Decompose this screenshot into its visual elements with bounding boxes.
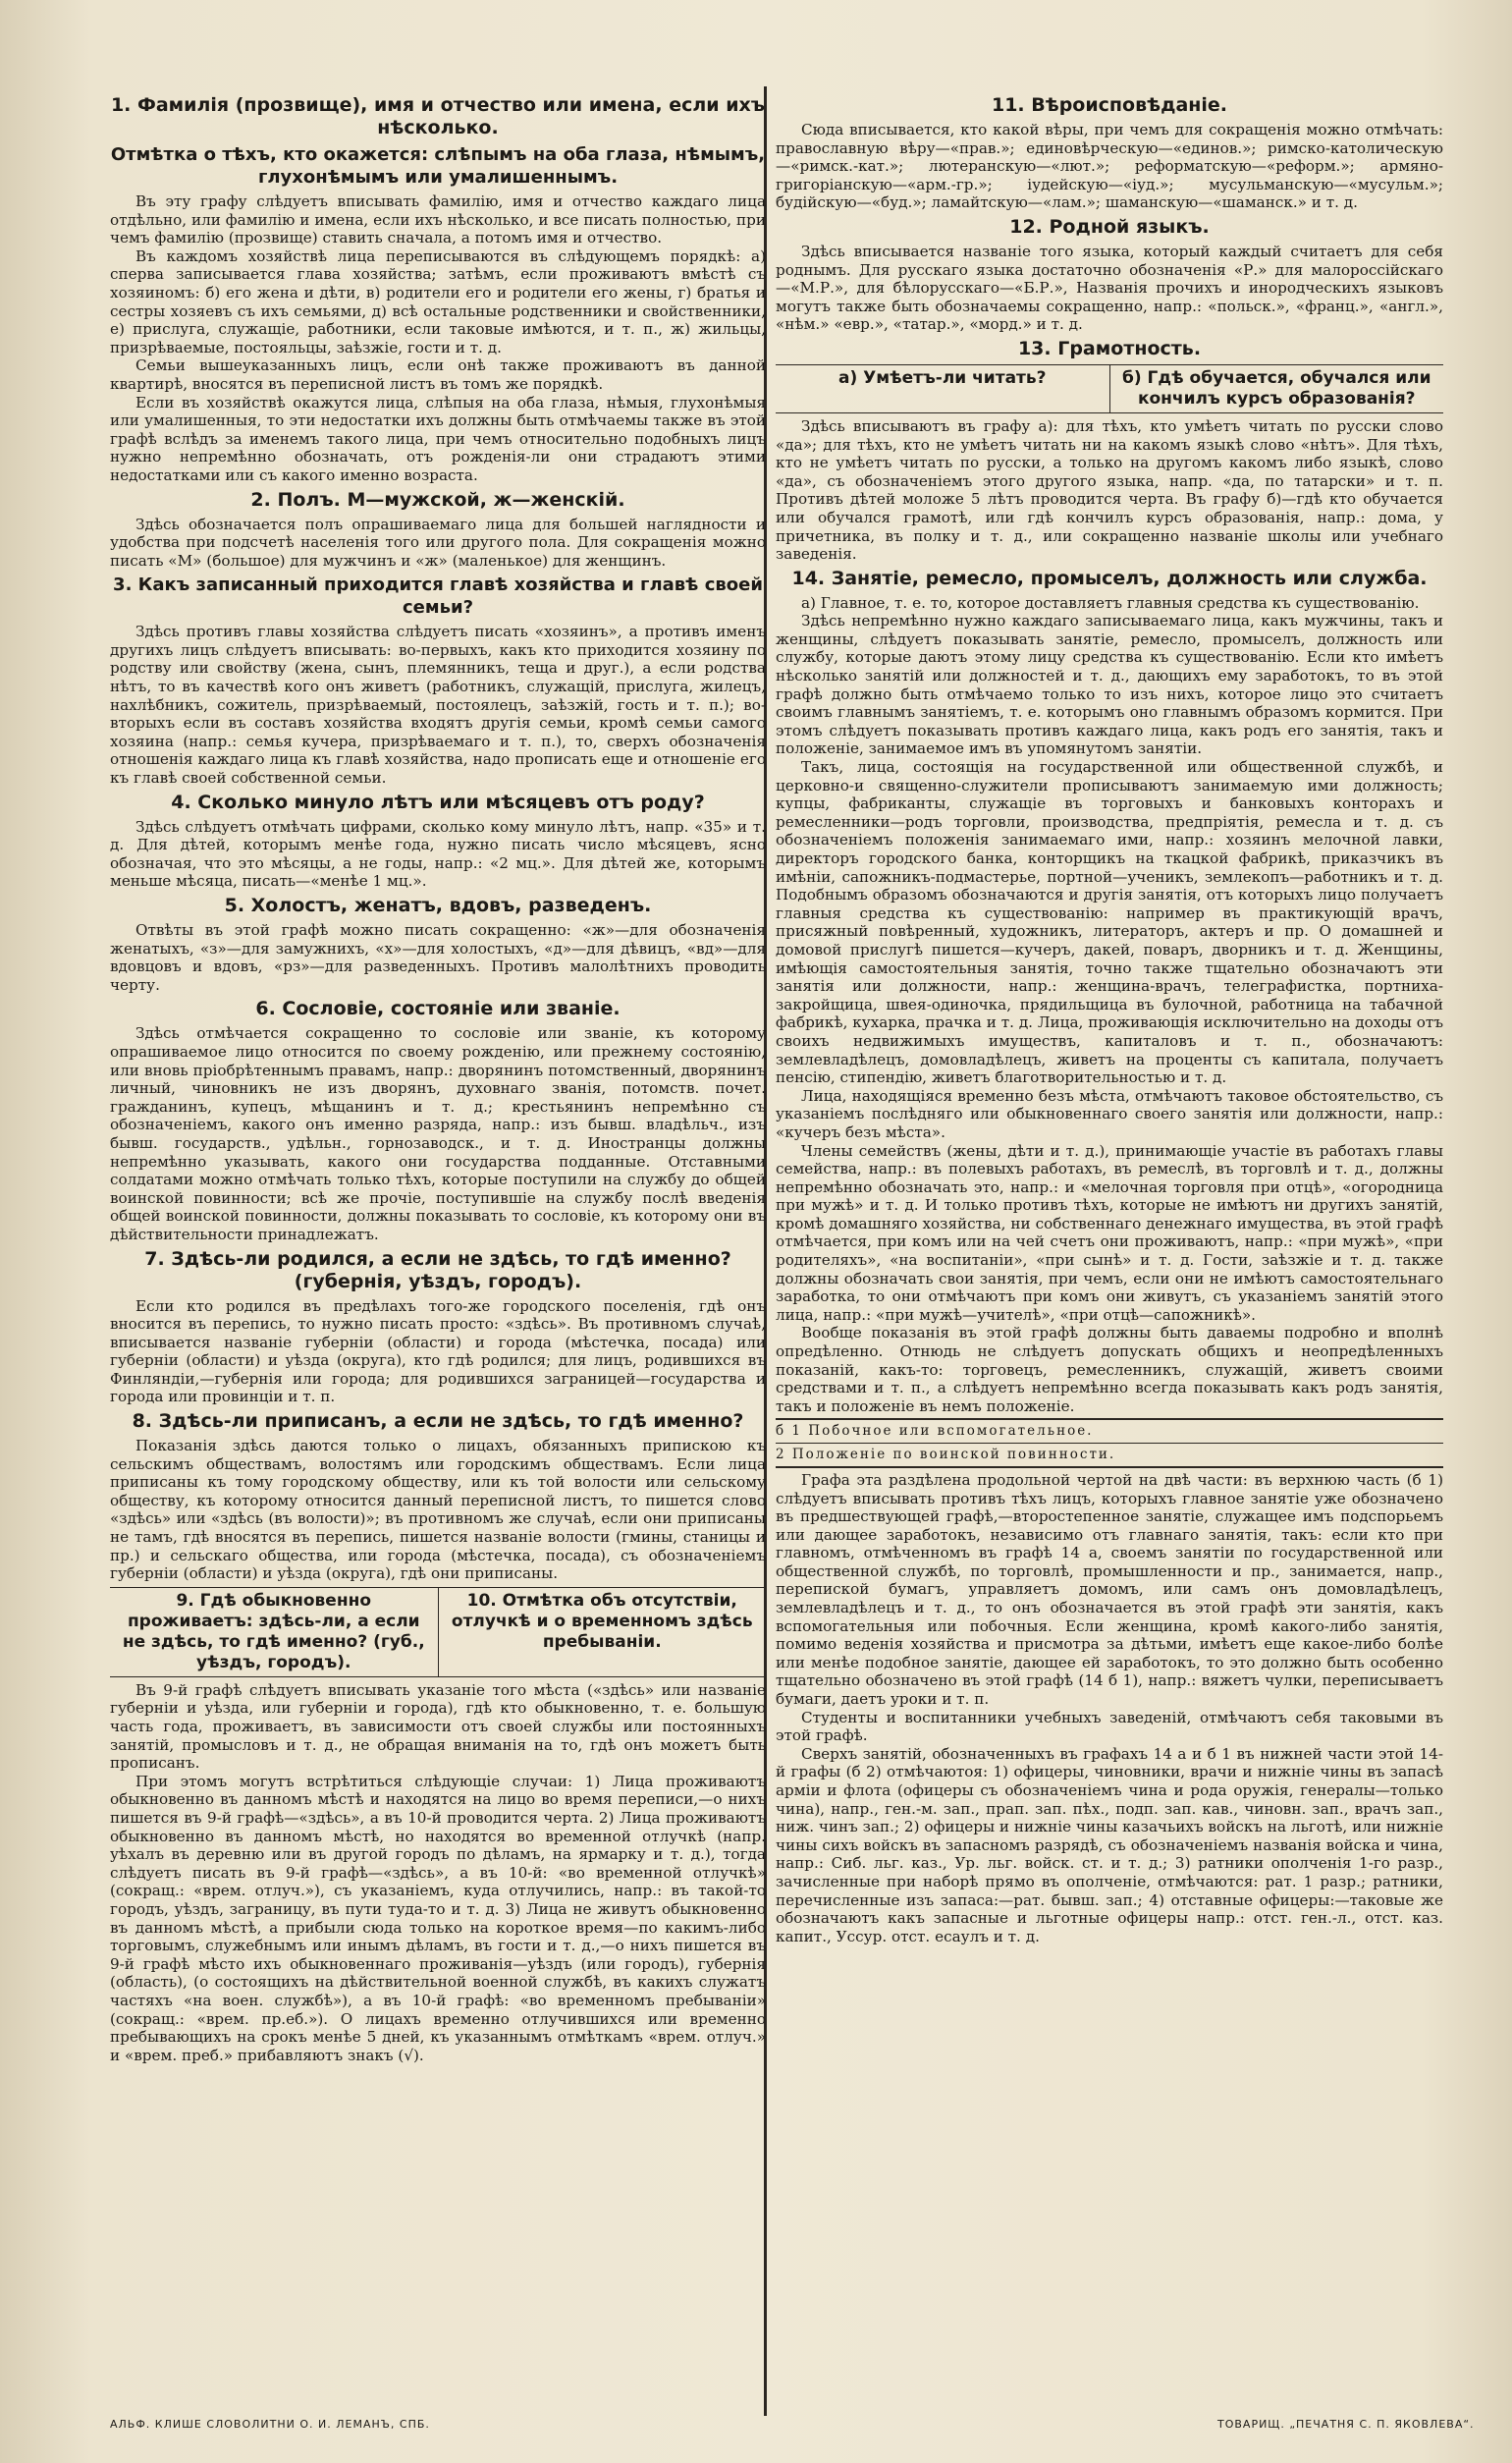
paragraph: Въ каждомъ хозяйствѣ лица переписываются въ слѣдующемъ порядкѣ: а) сперва записывается глава хозяйства; затѣмъ, если проживаютъ вмѣстѣ съ хозяиномъ: б) его жена и дѣти, в) родители его и родители его жены, г) братья и сестры хозяевъ съ ихъ семьями, д) всѣ остальные родственники и свойственники, е) прислуга, служащіе, работники, если таковые имѣются, и т. п., ж) жильцы, призрѣваемые, постояльцы, заѣзжіе, гости и т. д.: [110, 246, 766, 356]
paragraph: Семьи вышеуказанныхъ лицъ, если онѣ также проживаютъ въ данной квартирѣ, вносятся въ переписной листъ въ томъ же порядкѣ.: [110, 356, 766, 393]
printer-imprint-right: ТОВАРИЩ. „ПЕЧАТНЯ С. П. ЯКОВЛЕВА“.: [1217, 2418, 1475, 2431]
paragraph: Здѣсь вписывается названіе того языка, который каждый считаетъ для себя роднымъ. Для русскаго языка достаточно обозначенія «Р.» для малороссійскаго—«М.Р.», для бѣлорусскаго—«Б.Р.», Названія прочихъ и инородческихъ языковъ могутъ также быть обозначаемы сокращенно, напр.: «польск.», «франц.», «англ.», «нѣм.» «евр.», «татар.», «морд.» и т. д.: [776, 242, 1443, 334]
paragraph: Сюда вписывается, кто какой вѣры, при чемъ для сокращенія можно отмѣчать: православную вѣру—«прав.»; единовѣрческую—«единов.»; римско-католическую—«римск.-кат.»; лютеранскую—«лют.»; реформатскую—«реформ.»; армяно-григоріанскую—«арм.-гр.»; іудейскую—«іуд.»; мусульманскую—«мусульм.»; будійскую—«буд.»; ламайтскую—«лам.»; шаманскую—«шаманск.» и т. д.: [776, 121, 1443, 212]
paragraph: а) Главное, т. е. то, которое доставляетъ главныя средства къ существованію.: [801, 593, 1420, 612]
sections-9-10-header: [110, 1587, 766, 1677]
section-13-subheaders: [776, 364, 1443, 413]
section-3-heading: 3. Какъ записанный приходится главѣ хозяйства и главѣ своей семьи?: [113, 575, 763, 619]
section-12-heading: 12. Родной языкъ.: [1009, 215, 1210, 238]
section-7-heading: 7. Здѣсь-ли родился, а если не здѣсь, то гдѣ именно? (губернія, уѣздъ, городъ).: [144, 1247, 731, 1292]
divider: [776, 1418, 1443, 1420]
paragraph: Если въ хозяйствѣ окажутся лица, слѣпыя на оба глаза, нѣмыя, глухонѣмыя или умалишенныя, то эти недостатки ихъ должны быть отмѣчаемы также въ этой графѣ вслѣдъ за именемъ такого лица, при чемъ относительно подобныхъ лицъ нужно непремѣнно обозначать, отъ рожденія-ли они страдаютъ этими недостатками или съ какого именно возраста.: [110, 393, 766, 484]
paragraph: Здѣсь противъ главы хозяйства слѣдуетъ писать «хозяинъ», а противъ именъ другихъ лицъ слѣдуетъ вписывать: во-первыхъ, какъ кто приходится хозяину по родству или свойству (жена, сынъ, племянникъ, теща и друг.), а если родства нѣтъ, то въ качествѣ кого онъ живетъ (работникъ, служащій, прислуга, жилецъ, нахлѣбникъ, сожитель, призрѣваемый, постоялецъ, заѣзжій, гость и т. п.); во-вторыхъ если въ составъ хозяйства входятъ другія семьи, кромѣ семьи самого хозяина (напр.: семья кучера, призрѣваемаго и т. п.), то, сверхъ обозначенія отношенія каждаго лица къ главѣ хозяйства, надо прописать еще и отношеніе его къ главѣ своей собственной семьи.: [110, 623, 766, 788]
paragraph: Отвѣты въ этой графѣ можно писать сокращенно: «ж»—для обозначенія женатыхъ, «з»—для замужнихъ, «х»—для холостыхъ, «д»—для дѣвицъ, «вд»—для вдовцовъ и вдовъ, «рз»—для разведенныхъ. Противъ малолѣтнихъ проводить черту.: [110, 921, 766, 994]
section-13b-heading: б) Гдѣ обучается, обучался или кончилъ курсъ образованія?: [1122, 367, 1431, 409]
paragraph: Показанія здѣсь даются только о лицахъ, обязанныхъ припискою къ сельскимъ обществамъ, волостямъ или городскимъ обществамъ. Если лица приписаны къ тому городскому обществу, или къ той волости или сельскому обществу, къ которому относится данный переписной листъ, то пишется слово «здѣсь» или «здѣсь (въ волости)»; въ противномъ же случаѣ, если они приписаны не тамъ, гдѣ вносятся въ перепись, пишется названіе волости (гмины, станицы и пр.) и сельскаго общества, или города (мѣстечка, посада), съ обозначеніемъ губерніи (области) и уѣзда (округа), гдѣ они приписаны.: [110, 1437, 766, 1583]
paragraph: Если кто родился въ предѣлахъ того-же городского поселенія, гдѣ онъ вносится въ перепись, то нужно писать просто: «здѣсь». Въ противномъ случаѣ, вписывается названіе губерніи (области) и города (мѣстечка, посада) или губерніи (области) и уѣзда (округа), кто гдѣ родился; для лицъ, родившихся въ Финляндіи,—губернія или города; для родившихся заграницей—государства и города или провинціи и т. п.: [110, 1296, 766, 1406]
section-1-subheading: Отмѣтка о тѣхъ, кто окажется: слѣпымъ на оба глаза, нѣмымъ, глухонѣмымъ или умалишеннымъ.: [110, 144, 766, 188]
paragraph: Сверхъ занятій, обозначенныхъ въ графахъ 14 а и б 1 въ нижней части этой 14-й графы (б 2) отмѣчаютоя: 1) офицеры, чиновники, врачи и нижніе чины въ запасѣ арміи и флота (офицеры съ обозначеніемъ чина и рода оружія, генералы—только чина), напр., ген.-м. зап., прап. зап. пѣх., подп. зап. кав., чиновн. зап., врачъ зап., ниж. чинъ зап.; 2) офицеры и нижніе чины казачьихъ войскъ на льготѣ, или нижніе чины сихъ войскъ въ запасномъ разрядѣ, съ обозначеніемъ названія войска и чина, напр.: Сиб. льг. каз., Ур. льг. войск. ст. и т. д.; 3) ратники ополченія 1-го разр., зачисленные при наборѣ прямо въ ополченіе, отмѣчаются: рат. 1 разр.; ратники, перечисленные изъ запаса:—рат. бывш. зап.; 4) отставные офицеры:—таковые же обозначаютъ какъ запасные и льготные офицеры напр.: отст. ген.-л., отст. каз. капит., Уссур. отст. есаулъ и т. д.: [776, 1744, 1443, 1945]
section-2-heading: 2. Полъ. М—мужской, ж—женскій.: [250, 488, 625, 511]
section-1-heading: 1. Фамилія (прозвище), имя и отчество или имена, если ихъ нѣсколько.: [110, 94, 766, 138]
section-10-heading: 10. Отмѣтка объ отсутствіи, отлучкѣ и о временномъ здѣсь пребываніи.: [451, 1590, 753, 1652]
paragraph: Въ 9-й графѣ слѣдуетъ вписывать указаніе того мѣста («здѣсь» или названіе губерніи и уѣзда, или губерніи и города), гдѣ кто обыкновенно, т. е. большую часть года, проживаетъ, въ зависимости отъ своей службы или постоянныхъ занятій, промысловъ и т. д., не обращая вниманія на то, гдѣ онъ можетъ быть прописанъ.: [110, 1680, 766, 1773]
left-column: [110, 90, 766, 2064]
paragraph: Студенты и воспитанники учебныхъ заведеній, отмѣчаютъ себя таковыми въ этой графѣ.: [776, 1708, 1443, 1745]
section-6-heading: 6. Сословіе, состояніе или званіе.: [255, 998, 621, 1020]
paragraph: Въ эту графу слѣдуетъ вписывать фамилію, имя и отчество каждаго лица отдѣльно, или фамилію и имена, если ихъ нѣсколько, и все писать полностью, при чемъ фамилію (прозвище) ставить сначала, а потомъ имя и отчество.: [110, 192, 766, 247]
section-9-heading: 9. Гдѣ обыкновенно проживаетъ: здѣсь-ли, а если не здѣсь, то гдѣ именно? (губ., уѣздъ, городъ).: [122, 1590, 425, 1672]
paragraph: Здѣсь слѣдуетъ отмѣчать цифрами, сколько кому минуло лѣтъ, напр. «35» и т. д. Для дѣтей, которымъ менѣе года, нужно писать число мѣсяцевъ, ясно обозначая, что это мѣсяцы, а не годы, напр.: «2 мц.». Для дѣтей же, которымъ меньше мѣсяца, писать—«менѣе 1 мц.».: [110, 817, 766, 891]
paragraph: Лица, находящіяся временно безъ мѣста, отмѣчаютъ таковое обстоятельство, съ указаніемъ послѣдняго или обыкновеннаго своего занятія или должности, напр.: «кучеръ безъ мѣста».: [776, 1086, 1443, 1141]
section-13a-heading: а) Умѣетъ-ли читать?: [837, 367, 1047, 388]
paragraph: Такъ, лица, состоящія на государственной или общественной службѣ, и церковно-и священно-служители прописываютъ занимаемую ими должность; купцы, фабриканты, служащіе въ торговыхъ и банковыхъ конторахъ и ремесленники—родъ торговли, производства, предпріятія, ремесла и т. д. съ обозначеніемъ положенія занимаемаго ими, напр.: хозяинъ мелочной лавки, директоръ городского банка, конторщикъ на ткацкой фабрикѣ, приказчикъ въ имѣніи, сапожникъ-подмастерье, портной—ученикъ, землекопъ—работникъ и т. д. Подобнымъ образомъ обозначаются и другія занятія, отъ которыхъ лицо получаетъ главныя средства къ существованію: например въ практикующій врачъ, присяжный повѣренный, художникъ, литераторъ, актеръ и пр. О домашней и домовой прислугѣ пишется—кучеръ, дакей, поваръ, дворникъ и т. д. Женщины, имѣющія самостоятельныя занятія, точно также тщательно обозначаютъ эти занятія или должности, напр.: женщина-врачъ, телеграфистка, портниха-закройщица, швея-одиночка, прядильщица въ булочной, работница на табачной фабрикѣ, кухарка, прачка и т. д. Лица, проживающія исключительно на доходы отъ своихъ недвижимыхъ имуществъ, капиталовъ и т. п., обозначаютъ: землевладѣлецъ, домовладѣлецъ, живетъ на проценты съ капитала, получаетъ пенсію, стипендію, живетъ благотворительностью и т. д.: [776, 758, 1443, 1087]
paragraph: Графа эта раздѣлена продольной чертой на двѣ части: въ верхнюю часть (б 1) слѣдуетъ вписывать противъ тѣхъ лицъ, которыхъ главное занятіе уже обозначено въ предшествующей графѣ,—второстепенное занятіе, служащее имъ подспорьемъ или дающее заработокъ, независимо отъ главнаго занятія, такъ: если кто при главномъ, отмѣченномъ въ графѣ 14 а, своемъ занятіи по государственной или общественной службѣ, по торговлѣ, промышленности и пр., занимается, напр., перепиской бумагъ, управляетъ домомъ, или самъ онъ домовладѣлецъ, землевладѣлецъ и т. д., то онъ обозначается въ этой графѣ эти занятія, какъ вспомогательныя или побочныя. Если женщина, кромѣ какого-либо занятія, помимо веденія хозяйства и присмотра за дѣтьми, имѣетъ еще какое-либо болѣе или менѣе подобное занятіе, дающее ей заработокъ, то это должно быть особенно тщательно обозначено въ этой графѣ (14 б 1), напр.: вяжетъ чулки, переписываетъ бумаги, даетъ уроки и т. п.: [776, 1470, 1443, 1709]
right-column: [776, 90, 1443, 1945]
paragraph: Здѣсь обозначается полъ опрашиваемаго лица для большей наглядности и удобства при подсчетѣ населенія того или другого пола. Для сокращенія можно писать «М» (большое) для мужчинъ и «ж» (маленькое) для женщинъ.: [110, 515, 766, 570]
section-14-heading: 14. Занятіе, ремесло, промыселъ, должность или служба.: [791, 567, 1428, 589]
paragraph: Здѣсь непремѣнно нужно каждаго записываемаго лица, какъ мужчины, такъ и женщины, слѣдуетъ показывать занятіе, ремесло, промыселъ, должность или службу, которые даютъ этому лицу средства къ существованію. Если кто имѣетъ нѣсколько занятій или должностей и т. д., дающихъ ему заработокъ, то въ этой графѣ должно быть отмѣчаемо только то изъ нихъ, которое лицо это считаетъ своимъ главнымъ занятіемъ, т. е. которымъ оно главнымъ образомъ кормится. При этомъ слѣдуетъ показывать противъ каждаго лица, какъ родъ его занятія, такъ и положеніе, занимаемое имъ въ упомянутомъ занятіи.: [776, 612, 1443, 758]
section-14b2-label: 2 Положеніе по воинской повинности.: [776, 1447, 1116, 1463]
section-14b1-label: б 1 Побочное или вспомогательное.: [776, 1422, 1094, 1439]
divider: [776, 1443, 1443, 1445]
paragraph: Члены семействъ (жены, дѣти и т. д.), принимающіе участіе въ работахъ главы семейства, напр.: въ полевыхъ работахъ, въ ремеслѣ, въ торговлѣ и т. д., должны непремѣнно обозначать это, напр.: и «мелочная торговля при отцѣ», «огородница при мужѣ» и т. д. И только противъ тѣхъ, которые не имѣютъ ни другихъ занятій, кромѣ домашняго хозяйства, ни собственнаго денежнаго имущества, въ этой графѣ отмѣчается, при комъ или на чей счетъ они проживаютъ, напр.: «при мужѣ», «при родителяхъ», «на воспитаніи», «при сынѣ» и т. д. Гости, заѣзжіе и т. д. также должны обозначать свои занятія, при чемъ, если они не имѣютъ самостоятельнаго заработка, то они отмѣчаютъ при комъ они живутъ, съ указаніемъ занятій этого лица, напр.: «при мужѣ—учителѣ», «при отцѣ—сапожникѣ».: [776, 1141, 1443, 1324]
paragraph: При этомъ могутъ встрѣтиться слѣдующіе случаи: 1) Лица проживаютъ обыкновенно въ данномъ мѣстѣ и находятся на лицо во время переписи,—о нихъ пишется въ 9-й графѣ—«здѣсь», а въ 10-й проводится черта. 2) Лица проживаютъ обыкновенно въ данномъ мѣстѣ, но находятся во временной отлучкѣ (напр. уѣхалъ въ деревню или въ другой городъ по дѣламъ, на ярмарку и т. д.), тогда слѣдуетъ писать въ 9-й графѣ—«здѣсь», а въ 10-й: «во временной отлучкѣ» (сокращ.: «врем. отлуч.»), съ указаніемъ, куда отлучились, напр.: въ такой-то городъ, уѣздъ, заграницу, въ пути туда-то и т. д. 3) Лица не живутъ обыкновенно въ данномъ мѣстѣ, а прибыли сюда только на короткое время—по какимъ-либо торговымъ, служебнымъ или инымъ дѣламъ, въ гости и т. д.,—о нихъ пишется въ 9-й графѣ мѣсто ихъ обыкновеннаго проживанія—уѣздъ (или городъ), губернія (область), (о состоящихъ на дѣйствительной военной службѣ, въ какихъ служатъ частяхъ «на воен. службѣ»), а въ 10-й графѣ: «во временномъ пребываніи» (сокращ.: «врем. пр.еб.»). О лицахъ временно отлучившихся или временно пребывающихъ на срокъ менѣе 5 дней, къ указаннымъ отмѣткамъ «врем. отлуч.» и «врем. преб.» прибавляютъ знакъ (√).: [110, 1772, 766, 2064]
section-5-heading: 5. Холостъ, женатъ, вдовъ, разведенъ.: [224, 895, 652, 916]
section-4-heading: 4. Сколько минуло лѣтъ или мѣсяцевъ отъ роду?: [171, 791, 705, 813]
paragraph: Вообще показанія въ этой графѣ должны быть даваемы подробно и вполнѣ опредѣленно. Отнюдь не слѣдуетъ допускать общихъ и неопредѣленныхъ показаній, какъ-то: торговецъ, ремесленникъ, служащій, живетъ своими средствами и т. п., а слѣдуетъ непремѣнно всегда показывать какъ родъ занятія, такъ и положеніе въ немъ положеніе.: [776, 1324, 1443, 1415]
section-13-heading: 13. Грамотность.: [1017, 337, 1202, 359]
divider: [776, 1466, 1443, 1468]
section-8-heading: 8. Здѣсь-ли приписанъ, а если не здѣсь, то гдѣ именно?: [132, 1410, 744, 1433]
paragraph: Здѣсь вписываютъ въ графу а): для тѣхъ, кто умѣетъ читать по русски слово «да»; для тѣхъ, кто не умѣетъ читать ни на какомъ языкѣ слово «нѣтъ». Для тѣхъ, кто не умѣетъ читать по русски, а только на другомъ какомъ либо языкѣ, слово «да», съ обозначеніемъ этого другого языка, напр. «да, по татарски» и т. п. Противъ дѣтей моложе 5 лѣтъ проводится черта. Въ графу б)—гдѣ кто обучается или обучался грамотѣ, или гдѣ кончилъ курсъ образованія, напр.: дома, у причетника, въ полку и т. д., или сокращенно названіе школы или учебнаго заведенія.: [776, 416, 1443, 564]
section-11-heading: 11. Вѣроисповѣданіе.: [991, 94, 1228, 116]
printer-imprint-left: АЛЬФ. КЛИШЕ СЛОВОЛИТНИ О. И. ЛЕМАНЪ, СПБ.: [110, 2418, 430, 2431]
paragraph: Здѣсь отмѣчается сокращенно то сословіе или званіе, къ которому опрашиваемое лицо относится по своему рожденію, или прежнему состоянію, или вновь пріобрѣтеннымъ правамъ, напр.: дворянинъ потомственный, дворянинъ личный, чиновникъ не изъ дворянъ, духовнаго званія, потомств. почет. гражданинъ, купецъ, мѣщанинъ и т. д.; крестьянинъ непремѣнно съ обозначеніемъ, какого онъ именно разряда, напр.: изъ бывш. владѣльч., изъ бывш. государств., удѣльн., горнозаводск., и т. д. Иностранцы должны непремѣнно указывать, какого они государства подданные. Отставными солдатами можно отмѣчать только тѣхъ, которые поступили на службу до общей воинской повинности; всѣ же прочіе, поступившіе на службу послѣ введенія общей воинской повинности, должны показывать то сословіе, къ которому они въ дѣйствительности принадлежатъ.: [110, 1024, 766, 1243]
